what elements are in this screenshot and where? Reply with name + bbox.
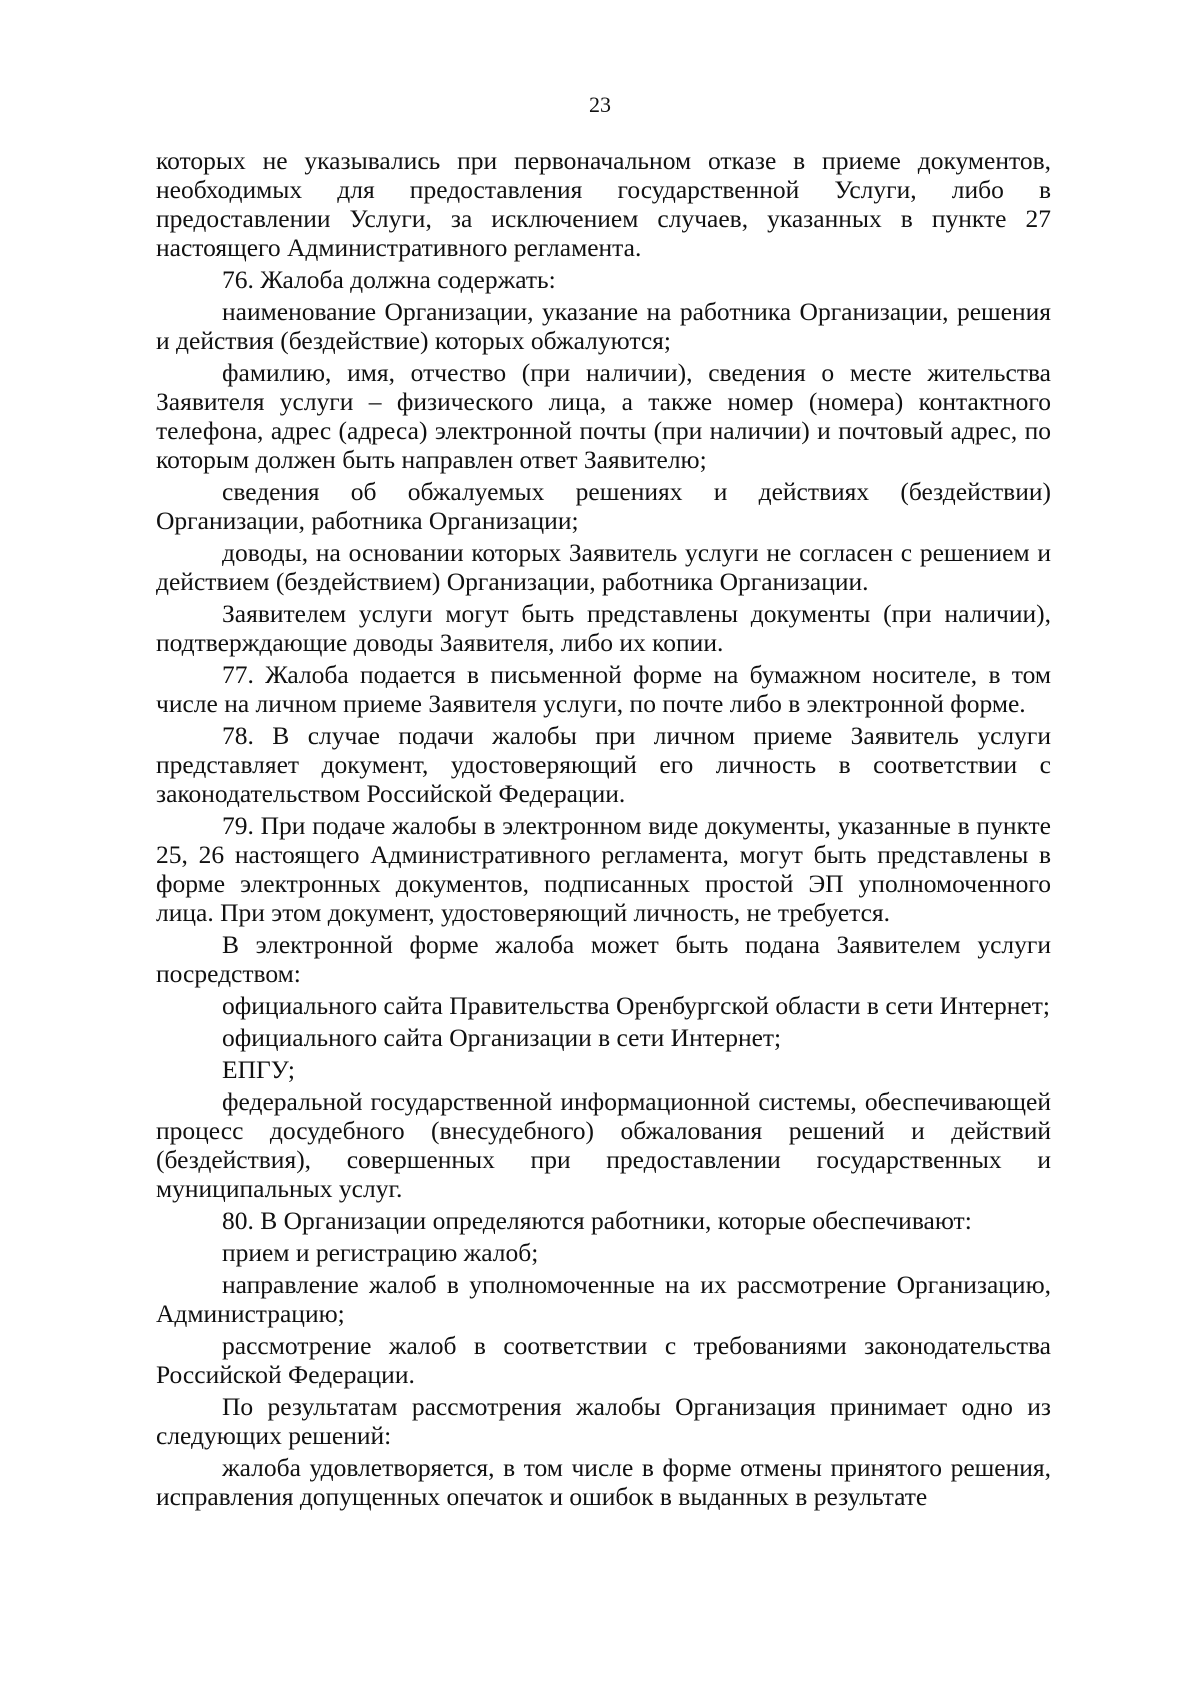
- paragraph: фамилию, имя, отчество (при наличии), сведения о месте жительства Заявителя услуги – физического лица, а также номер (номера) контактного телефона, адрес (адреса) электронной почты (при наличии) и почтовый адрес, по которым должен быть направлен ответ Заявителю;: [156, 358, 1051, 474]
- page-number: 23: [589, 92, 611, 117]
- paragraph: В электронной форме жалоба может быть подана Заявителем услуги посредством:: [156, 930, 1051, 988]
- paragraph: направление жалоб в уполномоченные на их рассмотрение Организацию, Администрацию;: [156, 1270, 1051, 1328]
- paragraph: По результатам рассмотрения жалобы Организация принимает одно из следующих решений:: [156, 1392, 1051, 1450]
- paragraph: 77. Жалоба подается в письменной форме на бумажном носителе, в том числе на личном приеме Заявителя услуги, по почте либо в электронной форме.: [156, 660, 1051, 718]
- paragraph: прием и регистрацию жалоб;: [222, 1238, 539, 1267]
- paragraph: 76. Жалоба должна содержать:: [222, 265, 556, 294]
- paragraph: 79. При подаче жалобы в электронном виде документы, указанные в пункте 25, 26 настоящего Административного регламента, могут быть представлены в форме электронных документов, подписанных простой ЭП уполномоченного лица. При этом документ, удостоверяющий личность, не требуется.: [156, 811, 1051, 927]
- paragraph: сведения об обжалуемых решениях и действиях (бездействии) Организации, работника Организации;: [156, 477, 1051, 535]
- paragraph: жалоба удовлетворяется, в том числе в форме отмены принятого решения, исправления допущенных опечаток и ошибок в выданных в результате: [156, 1453, 1051, 1511]
- document-body: [156, 146, 1051, 1511]
- paragraph: официального сайта Организации в сети Интернет;: [222, 1023, 782, 1052]
- paragraph: федеральной государственной информационной системы, обеспечивающей процесс досудебного (внесудебного) обжалования решений и действий (бездействия), совершенных при предоставлении государственных и муниципальных услуг.: [156, 1087, 1051, 1203]
- paragraph: ЕПГУ;: [222, 1055, 295, 1084]
- paragraph: 80. В Организации определяются работники, которые обеспечивают:: [222, 1206, 972, 1235]
- paragraph: наименование Организации, указание на работника Организации, решения и действия (бездействие) которых обжалуются;: [156, 297, 1051, 355]
- paragraph: 78. В случае подачи жалобы при личном приеме Заявитель услуги представляет документ, удостоверяющий его личность в соответствии с законодательством Российской Федерации.: [156, 721, 1051, 808]
- paragraph: официального сайта Правительства Оренбургской области в сети Интернет;: [222, 991, 1050, 1020]
- paragraph: Заявителем услуги могут быть представлены документы (при наличии), подтверждающие доводы Заявителя, либо их копии.: [156, 599, 1051, 657]
- paragraph: доводы, на основании которых Заявитель услуги не согласен с решением и действием (бездействием) Организации, работника Организации.: [156, 538, 1051, 596]
- paragraph: рассмотрение жалоб в соответствии с требованиями законодательства Российской Федерации.: [156, 1331, 1051, 1389]
- paragraph: которых не указывались при первоначальном отказе в приеме документов, необходимых для предоставления государственной Услуги, либо в предоставлении Услуги, за исключением случаев, указанных в пункте 27 настоящего Административного регламента.: [156, 146, 1051, 262]
